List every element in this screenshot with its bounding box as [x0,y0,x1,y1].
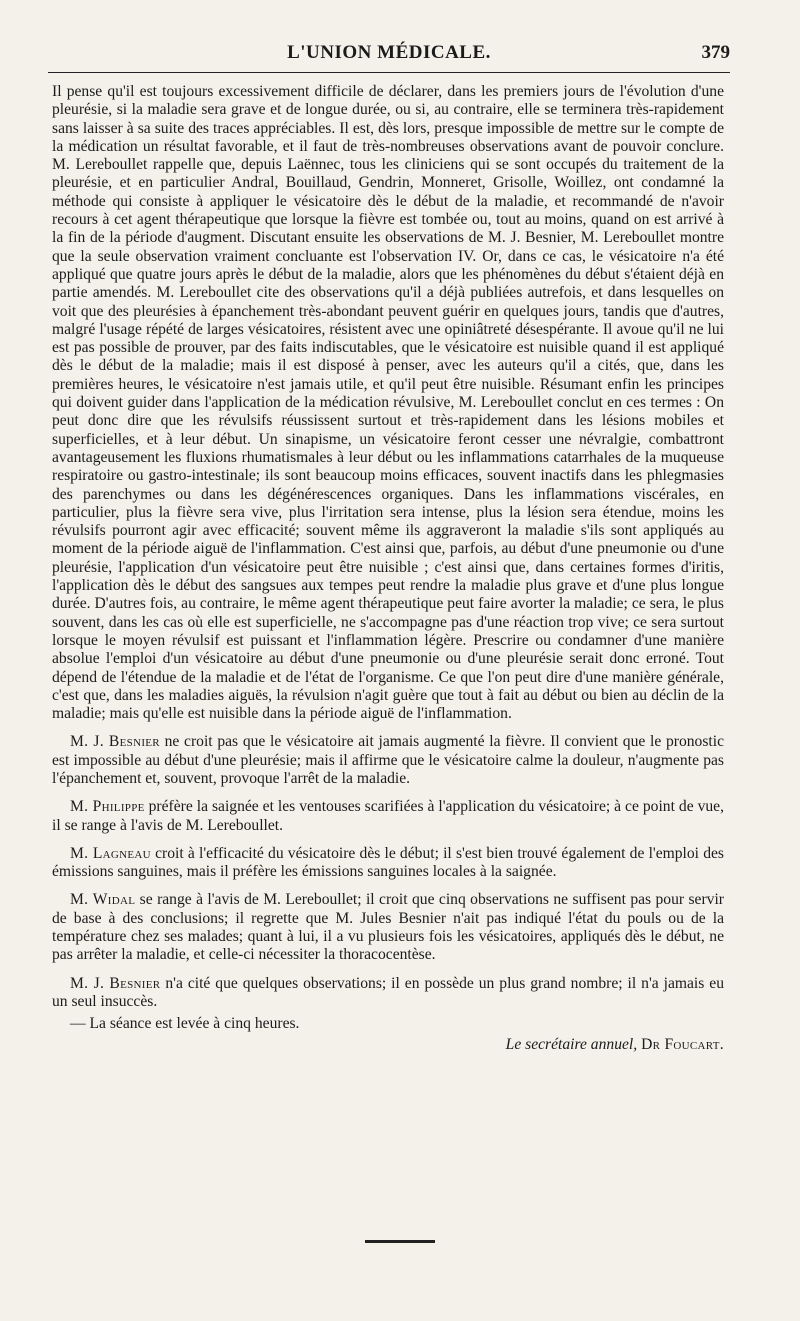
article-body [52,83,724,1054]
paragraph-text: se range à l'avis de M. Lereboullet; il croit que cinq observations ne suffisent pas pour servir de base à des conclusions; il regrette que M. Jules Besnier n'ait pas indiqué l'état du pouls ou de la température chez ses malades; quant à lui, il a vu plusieurs fois les vésicatoires, appliqués dès le début, ne pas arrêter la maladie, et celle-ci nécessiter la thoracocentèse. [52,891,724,964]
signature-role: Le secrétaire annuel, [505,1035,638,1053]
paragraph-text: ne croit pas que le vésicatoire ait jamais augmenté la fièvre. Il convient que le pronostic est impossible au début d'une pleurésie; mais il affirme que le vésicatoire calme la douleur, n'augmente pas l'épanchement et, souvent, provoque l'arrêt de la maladie. [52,733,724,787]
paragraph-lereboullet: Il pense qu'il est toujours excessivement difficile de déclarer, dans les premiers jours de l'évolution d'une pleurésie, si la maladie sera grave et de longue durée, ou si, au contraire, elle se terminera très-rapidement sans laisser à sa suite des traces appréciables. Il est, dès lors, presque impossible de mettre sur le compte de la médication un résultat favorable, et il faut de très-nombreuses observations avant de pouvoir conclure. M. Lereboullet rappelle que, depuis Laënnec, tous les cliniciens qui se sont occupés du traitement de la pleurésie, et en particulier Andral, Bouillaud, Gendrin, Monneret, Grisolle, Woillez, ont condamné la méthode qui consiste à appliquer le vésicatoire dès le début de la maladie, et recommandé de n'avoir recours à cet agent thérapeutique que lorsque la fièvre est tombée ou, tout au moins, quand on est arrivé à la fin de la période d'augment. Discutant ensuite les observations de M. J. Besnier, M. Lereboullet montre que la seule observation vraiment concluante est l'observation IV. Or, dans ce cas, le vésicatoire n'a été appliqué que quatre jours après le début de la maladie, alors que les phénomènes du début s'étaient déjà en partie amendés. M. Lereboullet cite des observations qu'il a déjà publiées autrefois, et dans lesquelles on voit que des pleurésies à épanchement très-abondant peuvent guérir en quelques jours, tandis que d'autres, malgré l'usage répété de larges vésicatoires, résistent avec une opiniâtreté désespérante. Il avoue qu'il ne lui est pas possible de prouver, par des faits indiscutables, que le vésicatoire est nuisible quand il est appliqué dès le début de la maladie; mais il est disposé à penser, avec les auteurs qu'il a cités, que, dans les premières heures, le vésicatoire n'est jamais utile, et qu'il peut être nuisible. Résumant enfin les principes qui doivent guider dans l'application de la médication révulsive, M. Lereboullet conclut en ces termes : On peut donc dire que les révulsifs réussissent surtout et très-rapidement dans les lésions mobiles et superficielles, et à leur début. Un sinapisme, un vésicatoire feront cesser une névralgie, combattront avantageusement les fluxions rhumatismales à leur début ou les inflammations catarrhales de la muqueuse respiratoire ou gastro-intestinale; ils sont beaucoup moins efficaces, souvent inactifs dans les phlegmasies des parenchymes ou dans les dégénérescences organiques. Dans les inflammations viscérales, en particulier, plus la fièvre sera vive, plus l'irritation sera intense, plus la lésion sera étendue, moins les révulsifs pourront agir avec efficacité; souvent même ils aggraveront la maladie s'ils sont appliqués au moment de la période aiguë de l'inflammation. C'est ainsi que, parfois, au début d'une pneumonie ou d'une pleurésie, l'application d'un vésicatoire peut être nuisible ; c'est ainsi que, dans certaines formes d'iritis, l'application dès le début des sangsues aux tempes peut rendre la maladie plus grave et d'une plus longue durée. D'autres fois, au contraire, le même agent thérapeutique peut faire avorter la maladie; ce sera, le plus souvent, dans les cas où elle est superficielle, ne s'accompagne pas d'une réaction trop vive; ce sera surtout lorsque le moyen révulsif est puissant et l'inflammation légère. Prescrire ou condamner d'une manière absolue l'emploi d'un vésicatoire au début d'une pneumonie ou d'une pleurésie serait donc erroné. Tout dépend de l'étendue de la maladie et de l'état de l'organisme. Ce que l'on peut dire d'une manière générale, c'est que, dans les maladies aiguës, la révulsion n'agit guère que tout à fait au début ou bien au déclin de la maladie; mais qu'elle est nuisible dans la période aiguë de l'inflammation. [52,83,724,723]
paragraph-closing: — La séance est levée à cinq heures. [70,1015,300,1033]
speaker-name: M. J. Besnier [70,733,160,751]
paragraph-lagneau [52,845,724,882]
speaker-name: M. Lagneau [70,844,151,862]
paragraph-besnier-final [52,975,724,1012]
page-number: 379 [701,42,730,63]
signature-line [52,1036,724,1054]
paragraph-philippe [52,798,724,835]
paragraph-text: préfère la saignée et les ventouses scarifiées à l'application du vésicatoire; à ce point de vue, il se range à l'avis de M. Lereboullet. [52,798,724,834]
speaker-name: M. J. Besnier [70,974,161,992]
page-header [48,24,730,73]
speaker-name: M. Philippe [70,798,145,816]
paragraph-widal [52,891,724,964]
paragraph-besnier-reply [52,733,724,788]
signature-name: Dr Foucart. [641,1035,724,1053]
section-divider [365,1240,435,1243]
paragraph-text: n'a cité que quelques observations; il en possède un plus grand nombre; il n'a jamais eu un seul insuccès. [52,974,724,1010]
speaker-name: M. Widal [70,891,136,909]
paragraph-text: croit à l'efficacité du vésicatoire dès le début; il s'est bien trouvé également de l'emploi des émissions sanguines, mais il préfère les émissions sanguines locales à la saignée. [52,844,724,881]
running-title: L'UNION MÉDICALE. [287,42,491,63]
